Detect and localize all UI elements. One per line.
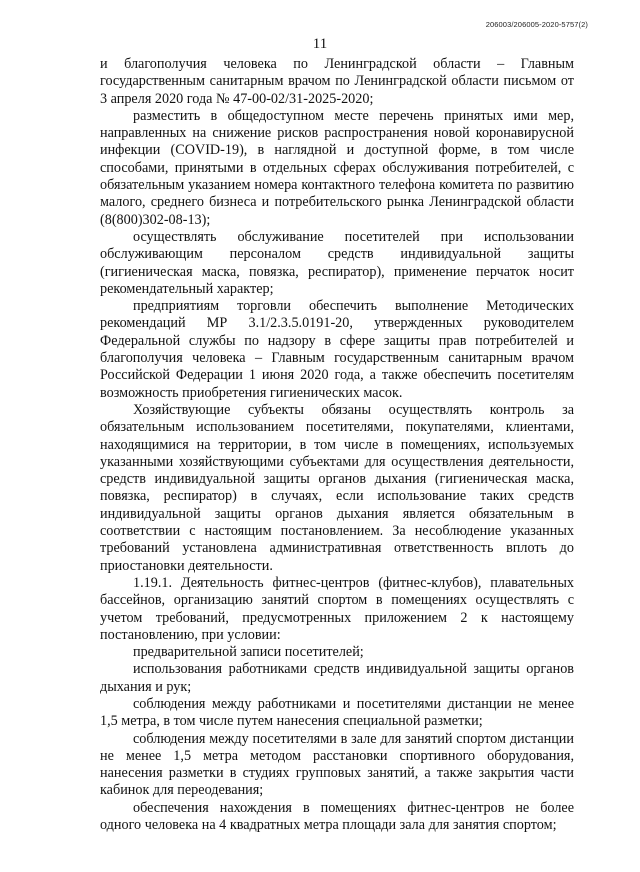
paragraph: разместить в общедоступном месте перечень принятых ими мер, направленных на снижение рисков распространения новой коронавирусной инфекции (COVID-19), в наглядной и доступной форме, в том числе способами, принятыми в отдельных сферах обслуживания потребителей, с обязательным указанием номера контактного телефона комитета по развитию малого, среднего бизнеса и потребительского рынка Ленинградской области (8(800)302-08-13); xyxy=(100,107,574,228)
paragraph-continuation: и благополучия человека по Ленинградской области – Главным государственным санитарным врачом по Ленинградской области письмом от 3 апреля 2020 года № 47-00-02/31-2025-2020; xyxy=(100,56,574,107)
paragraph: предварительной записи посетителей; xyxy=(133,644,364,661)
paragraph: 1.19.1. Деятельность фитнес-центров (фитнес-клубов), плавательных бассейнов, организацию занятий спортом в помещениях осуществлять с учетом требований, предусмотренных приложением 2 к настоящему постановлению, при условии: xyxy=(100,574,574,643)
paragraph: осуществлять обслуживание посетителей при использовании обслуживающим персоналом средств индивидуальной защиты (гигиеническая маска, повязка, респиратор), применение перчаток носит рекомендательный характер; xyxy=(100,228,574,297)
body-text xyxy=(100,56,574,834)
paragraph: использования работниками средств индивидуальной защиты органов дыхания и рук; xyxy=(100,661,574,695)
document-id: 206003/206005-2020-5757(2) xyxy=(485,20,588,29)
page-number: 11 xyxy=(312,36,328,52)
paragraph: обеспечения нахождения в помещениях фитнес-центров не более одного человека на 4 квадратных метра площади зала для занятия спортом; xyxy=(100,799,574,834)
paragraph: соблюдения между посетителями в зале для занятий спортом дистанции не менее 1,5 метра методом расстановки спортивного оборудования, нанесения разметки в студиях групповых занятий, а также закрытия части кабинок для переодевания; xyxy=(100,730,574,799)
paragraph: соблюдения между работниками и посетителями дистанции не менее 1,5 метра, в том числе путем нанесения специальной разметки; xyxy=(100,695,574,730)
paragraph: Хозяйствующие субъекты обязаны осуществлять контроль за обязательным использованием посетителями, покупателями, клиентами, находящимися на территории, в том числе в помещениях, используемых указанными хозяйствующими субъектами для осуществления деятельности, средств индивидуальной защиты органов дыхания (гигиеническая маска, повязка, респиратор) в случаях, если использование таких средств индивидуальной защиты органов дыхания является обязательным в соответствии с настоящим постановлением. За несоблюдение указанных требований установлена административная ответственность вплоть до приостановки деятельности. xyxy=(100,401,574,574)
paragraph: предприятиям торговли обеспечить выполнение Методических рекомендаций МР 3.1/2.3.5.0191-20, утвержденных руководителем Федеральной службы по надзору в сфере защиты прав потребителей и благополучия человека – Главным государственным санитарным врачом Российской Федерации 1 июня 2020 года, а также обеспечить посетителям возможность приобретения гигиенических масок. xyxy=(100,298,574,401)
